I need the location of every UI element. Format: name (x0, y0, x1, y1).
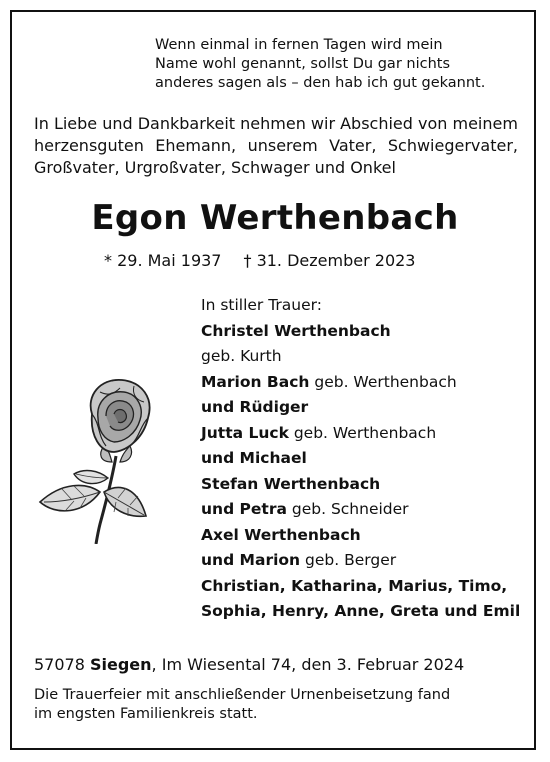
life-dates (104, 251, 415, 270)
mourners-list (201, 293, 520, 625)
mourner-partner: und Michael (201, 449, 307, 467)
grandchildren: Sophia, Henry, Anne, Greta und Emil (201, 602, 521, 620)
death-date: † 31. Dezember 2023 (243, 251, 416, 270)
mourner-birth-name: geb. Werthenbach (309, 372, 457, 391)
intro-word: Schwiegervater, (387, 136, 518, 155)
mourner-birth-name: geb. Schneider (286, 500, 409, 518)
mourner-line (201, 421, 520, 447)
mourner-partner: und Petra (201, 500, 287, 518)
mourner-line (201, 370, 520, 396)
mourner-birth-name: geb. Berger (300, 551, 397, 569)
intro-word: In (34, 114, 49, 133)
mourner-line (201, 497, 520, 523)
mourner-name: Stefan Werthenbach (201, 474, 381, 493)
intro-word: Vater, (329, 136, 377, 155)
poem-line: Wenn einmal in fernen Tagen wird mein (155, 37, 443, 53)
ceremony-line: im engsten Familienkreis statt. (34, 706, 258, 722)
intro-word: meinem (452, 114, 518, 133)
address-line (34, 655, 464, 674)
intro-text (34, 113, 518, 179)
intro-word: Dankbarkeit (137, 114, 236, 133)
mourner-name: Christel Werthenbach (201, 321, 391, 340)
mourner-partner: und Marion (201, 551, 301, 569)
intro-line-1 (34, 113, 518, 135)
mourner-name: Marion Bach (201, 372, 310, 391)
mourner-line (201, 548, 520, 574)
poem-line: anderes sagen als – den hab ich gut gekannt. (155, 75, 486, 91)
intro-word: herzensguten (34, 136, 144, 155)
intro-line-3: Großvater, Urgroßvater, Schwager und Onkel (34, 158, 396, 177)
intro-word: wir (310, 114, 336, 133)
mourner-birth-name: geb. Kurth (201, 347, 282, 365)
intro-word: und (102, 114, 133, 133)
mourner-partner: und Rüdiger (201, 398, 309, 416)
intro-word: Abschied (340, 114, 413, 133)
intro-line-2 (34, 135, 518, 157)
mourner-name: Jutta Luck (201, 423, 289, 442)
obituary-frame (10, 10, 536, 750)
intro-word: unserem (247, 136, 318, 155)
birth-date: * 29. Mai 1937 (104, 251, 222, 270)
rose-illustration (34, 374, 164, 544)
mourner-name: Axel Werthenbach (201, 525, 361, 544)
address-rest: , Im Wiesental 74, den 3. Februar 2024 (151, 655, 465, 674)
zip-code: 57078 (34, 655, 90, 674)
grandchildren: Christian, Katharina, Marius, Timo, (201, 576, 508, 595)
intro-word: von (418, 114, 448, 133)
ceremony-note (34, 686, 450, 724)
mourner-birth-name: geb. Werthenbach (288, 423, 437, 442)
poem-line: Name wohl genannt, sollst Du gar nichts (155, 56, 451, 72)
intro-word: nehmen (240, 114, 306, 133)
city: Siegen (89, 655, 152, 674)
ceremony-line: Die Trauerfeier mit anschließender Urnenbeisetzung fand (34, 687, 451, 703)
intro-word: Ehemann, (155, 136, 237, 155)
intro-word: Liebe (53, 114, 98, 133)
deceased-name: Egon Werthenbach (91, 198, 459, 238)
mourners-heading: In stiller Trauer: (201, 296, 322, 314)
poem (155, 36, 485, 93)
